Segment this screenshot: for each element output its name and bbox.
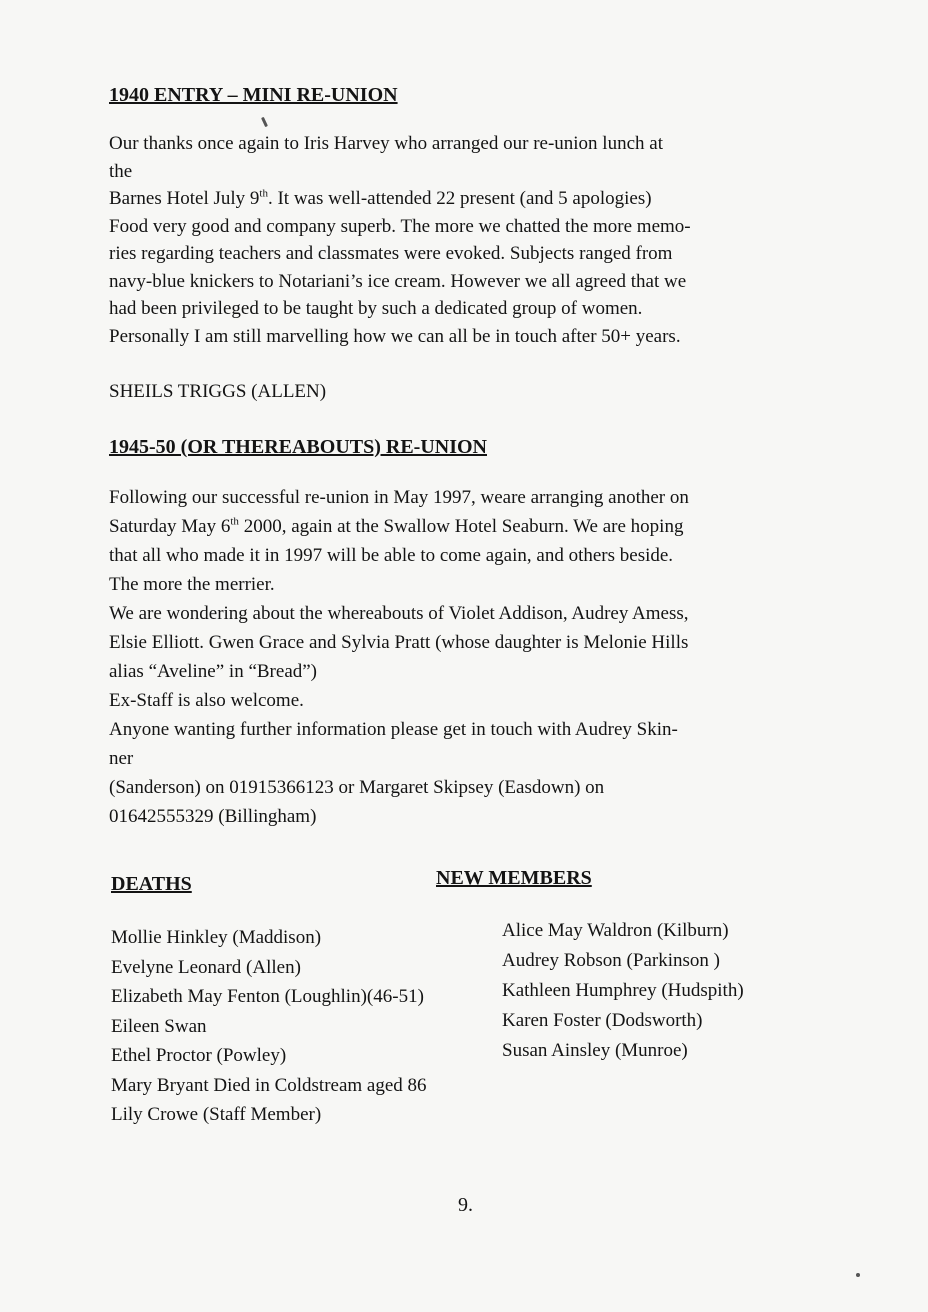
scan-mark <box>261 117 268 127</box>
body-line: Ex-Staff is also welcome. <box>109 690 304 711</box>
body-line: Elsie Elliott. Gwen Grace and Sylvia Pratt (whose daughter is Melonie Hills <box>109 632 689 653</box>
body-line: Anyone wanting further information please get in touch with Audrey Skin- <box>109 719 678 740</box>
list-item: Evelyne Leonard (Allen) <box>111 956 301 978</box>
list-item: Mollie Hinkley (Maddison) <box>111 927 322 948</box>
body-line: (Sanderson) on 01915366123 or Margaret Skipsey (Easdown) on <box>109 777 605 798</box>
body-line: We are wondering about the whereabouts of Violet Addison, Audrey Amess, <box>109 603 689 624</box>
list-item: Elizabeth May Fenton (Loughlin)(46-51) <box>111 986 424 1007</box>
body-line: 01642555329 (Billingham) <box>109 806 317 827</box>
body-line: alias “Aveline” in “Bread”) <box>109 661 318 682</box>
list-item: Kathleen Humphrey (Hudspith) <box>502 980 744 1001</box>
body-line-date: Barnes Hotel July 9th. It was well-attended 22 present (and 5 apologies) <box>109 187 652 209</box>
body-line: had been privileged to be taught by such a dedicated group of women. <box>109 298 643 319</box>
body-line: that all who made it in 1997 will be able to come again, and others beside. <box>109 545 674 566</box>
body-line: ries regarding teachers and classmates were evoked. Subjects ranged from <box>109 243 673 264</box>
body-line: ner <box>109 748 134 769</box>
new-members-heading: NEW MEMBERS <box>436 867 592 889</box>
section-heading-1945-50: 1945-50 (OR THEREABOUTS) RE-UNION <box>109 436 487 458</box>
body-line-date: Saturday May 6th 2000, again at the Swallow Hotel Seaburn. We are hoping <box>109 515 684 537</box>
scan-speck <box>856 1273 860 1277</box>
list-item: Alice May Waldron (Kilburn) <box>502 920 729 941</box>
new-members-list <box>502 916 744 1066</box>
deaths-heading: DEATHS <box>111 873 192 895</box>
body-line: The more the merrier. <box>109 574 275 595</box>
section-heading-1940-entry: 1940 ENTRY – MINI RE-UNION <box>109 84 398 106</box>
section-1945-body <box>109 483 689 831</box>
body-line: Our thanks once again to Iris Harvey who arranged our re-union lunch at <box>109 133 663 154</box>
body-line: Food very good and company superb. The more we chatted the more memo- <box>109 215 691 237</box>
list-item: Mary Bryant Died in Coldstream aged 86 <box>111 1074 427 1096</box>
signature: SHEILS TRIGGS (ALLEN) <box>109 381 327 402</box>
list-item: Eileen Swan <box>111 1015 207 1037</box>
body-line: the <box>109 160 133 182</box>
list-item: Ethel Proctor (Powley) <box>111 1045 287 1066</box>
section-1940-body <box>109 130 691 350</box>
deaths-list <box>111 923 427 1130</box>
body-line: Personally I am still marvelling how we can all be in touch after 50+ years. <box>109 325 681 347</box>
page-number: 9. <box>458 1194 473 1216</box>
list-item: Susan Ainsley (Munroe) <box>502 1040 688 1061</box>
list-item: Karen Foster (Dodsworth) <box>502 1010 703 1031</box>
body-line: Following our successful re-union in May 1997, weare arranging another on <box>109 487 689 508</box>
list-item: Lily Crowe (Staff Member) <box>111 1104 322 1125</box>
body-line: navy-blue knickers to Notariani’s ice cream. However we all agreed that we <box>109 270 687 292</box>
list-item: Audrey Robson (Parkinson ) <box>502 950 720 971</box>
